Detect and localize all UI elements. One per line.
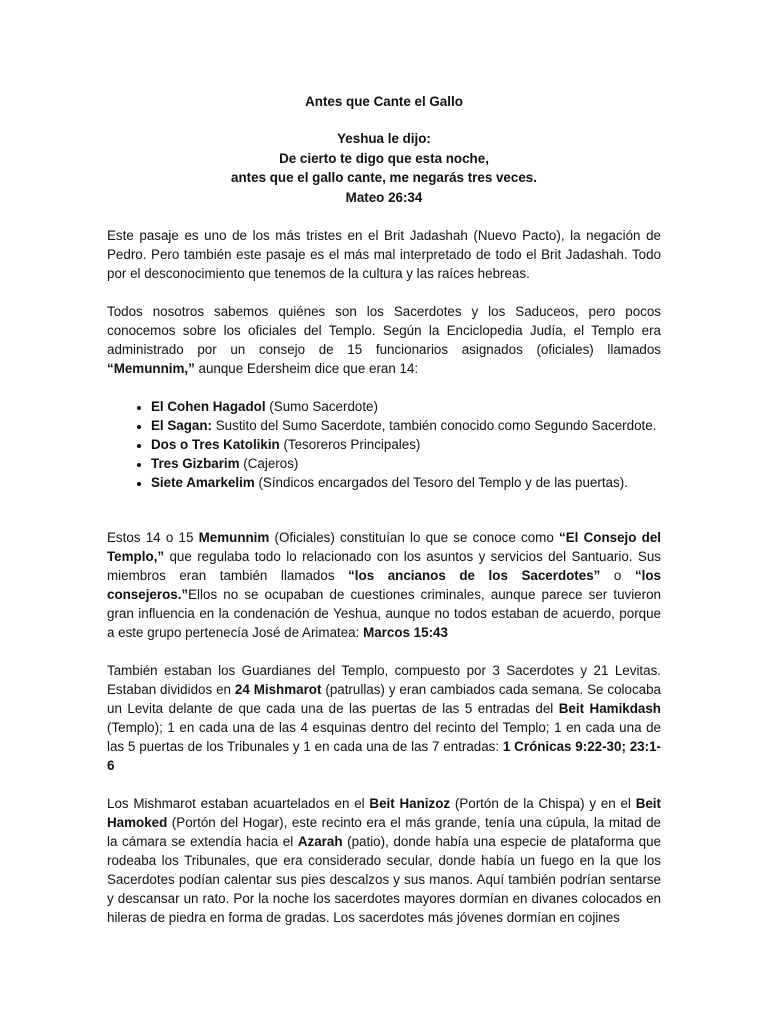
list-item [151, 473, 661, 492]
list-item-term: Tres Gizbarim [151, 456, 240, 471]
term-consejeros: “los consejeros.” [107, 568, 661, 602]
paragraph-5-text-g: (patio), donde había una especie de plataforma que rodeaba los Tribunales, que era considerado secular, donde había un fuego en la que los Sacerdotes podían calentar sus pies descalzos y sus manos. Aquí también podrían sentarse y descansar un rato. Por la noche los sacerdotes mayores dormían en divanes colocados en hileras de piedra en forma de gradas. Los sacerdotes más jóvenes dormían en cojines [107, 834, 661, 925]
list-item-term: El Cohen Hagadol [151, 399, 266, 414]
paragraph-4-text-e: (Templo); 1 en cada una de las 4 esquinas dentro del recinto del Templo; 1 en cada una de las 5 puertas de los Tribunales y 1 en cada una de las 7 entradas: [107, 720, 661, 754]
epigraph-reference: Mateo 26:34 [345, 189, 423, 205]
list-item-term: Siete Amarkelim [151, 475, 255, 490]
reference-marcos: Marcos 15:43 [363, 625, 448, 640]
document-title: Antes que Cante el Gallo [305, 94, 463, 109]
term-beit-hamoked: Beit Hamoked [107, 796, 661, 830]
epigraph-line-3: antes que el gallo cante, me negarás tres veces. [231, 170, 537, 185]
list-item [151, 454, 661, 473]
list-item [151, 435, 661, 454]
list-item-description: (Tesoreros Principales) [279, 437, 421, 452]
term-beit-hanizoz: Beit Hanizoz [369, 796, 451, 811]
paragraph-2-text-a: Todos nosotros sabemos quiénes son los Sacerdotes y los Saduceos, pero pocos conocemos sobre los oficiales del Templo. Según la Enciclopedia Judía, el Templo era administrado por un consejo de 15 funcionarios asignados (oficiales) llamados [107, 304, 661, 357]
list-item-term: Dos o Tres Katolikin [151, 437, 280, 452]
paragraph-4-text-c: (patrullas) y eran cambiados cada semana. Se colocaba un Levita delante de que cada una de las puertas de las 5 entradas del [107, 682, 661, 716]
epigraph-line-1: Yeshua le dijo: [337, 131, 431, 146]
paragraph-4-text-a: También estaban los Guardianes del Templo, compuesto por 3 Sacerdotes y 21 Levitas. Estaban divididos en [107, 663, 661, 697]
paragraph-5 [107, 794, 661, 927]
term-memunnim: “Memunnim,” [107, 361, 195, 376]
paragraph-5-text-c: (Portón de la Chispa) y en el [450, 796, 636, 811]
paragraph-3-text-g: o [600, 568, 635, 583]
list-item-description: (Cajeros) [239, 456, 299, 471]
paragraph-4 [107, 661, 661, 775]
paragraph-3-text-i: Ellos no se ocupaban de cuestiones criminales, aunque parece ser tuvieron gran influencia en la condenación de Yeshua, aunque no todos estaban de acuerdo, porque a este grupo pertenecía José de Arimatea: [107, 587, 661, 640]
list-item-description: (Sumo Sacerdote) [265, 399, 378, 414]
list-item-description: Sustito del Sumo Sacerdote, también conocido como Segundo Sacerdote. [212, 418, 657, 433]
term-consejo-del-templo: “El Consejo del Templo,” [107, 530, 661, 564]
list-item-term: El Sagan: [151, 418, 213, 433]
paragraph-3-text-a: Estos 14 o 15 [107, 530, 199, 545]
paragraph-3-text-e: que regulaba todo lo relacionado con los asuntos y servicios del Santuario. Sus miembros eran también llamados [107, 549, 661, 583]
term-memunnim-2: Memunnim [198, 530, 270, 545]
term-ancianos: “los ancianos de los Sacerdotes” [348, 568, 601, 583]
paragraph-3-text-c: (Oficiales) constituían lo que se conoce como [269, 530, 560, 545]
paragraph-5-text-a: Los Mishmarot estaban acuartelados en el [107, 796, 370, 811]
paragraph-1 [107, 226, 661, 283]
epigraph [107, 129, 661, 207]
officials-list [107, 397, 661, 492]
paragraph-2 [107, 302, 661, 378]
paragraph-5-text-e: (Portón del Hogar), este recinto era el más grande, tenía una cúpula, la mitad de la cámara se extendía hacia el [107, 815, 661, 849]
term-azarah: Azarah [297, 834, 343, 849]
list-item [151, 416, 661, 435]
list-item-description: (Síndicos encargados del Tesoro del Templo y de las puertas). [254, 475, 628, 490]
list-item [151, 397, 661, 416]
reference-cronicas: 1 Crónicas 9:22-30; 23:1-6 [107, 739, 661, 773]
paragraph-3 [107, 528, 661, 642]
paragraph-1-text: Este pasaje es uno de los más tristes en el Brit Jadashah (Nuevo Pacto), la negación de Pedro. Pero también este pasaje es el más mal interpretado de todo el Brit Jadashah. Todo por el desconocimiento que tenemos de la cultura y las raíces hebreas. [107, 228, 661, 281]
paragraph-2-text-c: aunque Edersheim dice que eran 14: [194, 361, 419, 376]
term-beit-hamikdash: Beit Hamikdash [558, 701, 661, 716]
term-mishmarot: 24 Mishmarot [234, 682, 322, 697]
epigraph-line-2: De cierto te digo que esta noche, [279, 150, 489, 166]
